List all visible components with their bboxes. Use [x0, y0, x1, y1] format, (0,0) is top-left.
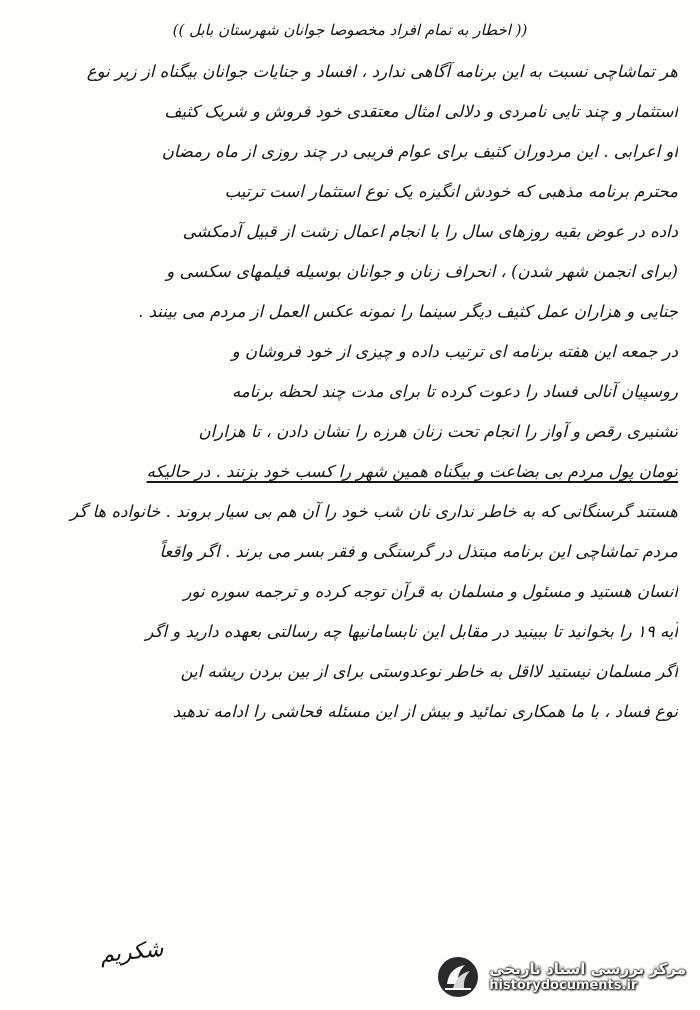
letter-line-12: هستند گرسنگانی که به خاطر نداری نان شب خود را آن هم بی سیار بروند . خانواده ها گر	[70, 502, 678, 521]
letter-line-5: داده در عوض بقیه روزهای سال را با انجام اعمال زشت از قبیل آدمکشی	[182, 222, 678, 241]
letter-title: (( اخطار به تمام افراد مخصوصا جوانان شهرستان بابل ))	[172, 21, 528, 39]
watermark-text	[489, 960, 686, 994]
letter-line-1: هر تماشاچی نسبت به این برنامه آگاهی ندارد ، افساد و جنایات جوانان بیگناه از زیر نوع	[86, 62, 678, 81]
archive-logo-icon	[435, 954, 481, 1000]
letter-line-3: او اعرابی . این مردوران کثیف برای عوام فریبی در چند روزی از ماه رمضان	[161, 142, 678, 161]
letter-line-11: تومان پول مردم بی بضاعت و بیگناه همین شهر را کسب خود بزنند . در حالیکه	[146, 462, 678, 481]
letter-line-8: در جمعه این هفته برنامه ای ترتیب داده و چیزی از خود فروشان و	[231, 342, 678, 361]
letter-line-13: مردم تماشاچی این برنامه مبتذل در گرسنگی و فقر بسر می برند . اگر واقعاً	[159, 542, 678, 561]
letter-line-14: انسان هستید و مسئول و مسلمان به قرآن توجه کرده و ترجمه سوره نور	[183, 582, 678, 601]
letter-line-6: (برای انجمن شهر شدن) ، انحراف زنان و جوانان بوسیله فیلمهای سکسی و	[166, 262, 678, 281]
watermark-persian-name: مرکز بررسی اسناد تاریخی	[489, 960, 686, 978]
letter-line-16: اگر مسلمان نیستید لااقل به خاطر نوعدوستی برای از بین بردن ریشه این	[180, 662, 678, 681]
watermark	[435, 954, 686, 1000]
letter-line-4: محترم برنامه مذهبی که خودش انگیزه یک نوع استثمار است ترتیب	[224, 182, 678, 201]
watermark-url: historydocuments.ir	[489, 978, 638, 993]
letter-line-10: تشنیری رقص و آواز را انجام تحت زنان هرزه را نشان دادن ، تا هزاران	[198, 422, 678, 441]
letter-line-9: روسپیان آنالی فساد را دعوت کرده تا برای مدت چند لحظه برنامه	[231, 382, 678, 401]
letter-line-2: استثمار و چند تایی نامردی و دلالی امثال معتقدی خود فروش و شریک کثیف	[164, 102, 678, 121]
handwritten-letter	[22, 18, 678, 940]
signature: شکریم	[98, 936, 165, 969]
letter-line-17: نوع فساد ، با ما همکاری نمائید و بیش از این مسئله فحاشی را ادامه ندهید	[172, 702, 678, 721]
letter-line-15: آیه ۱۹ را بخوانید تا ببینید در مقابل این نابسامانیها چه رسالتی بعهده دارید و اگر	[145, 622, 678, 641]
letter-line-7: جنایی و هزاران عمل کثیف دیگر سینما را نمونه عکس العمل از مردم می بینند .	[138, 302, 678, 321]
